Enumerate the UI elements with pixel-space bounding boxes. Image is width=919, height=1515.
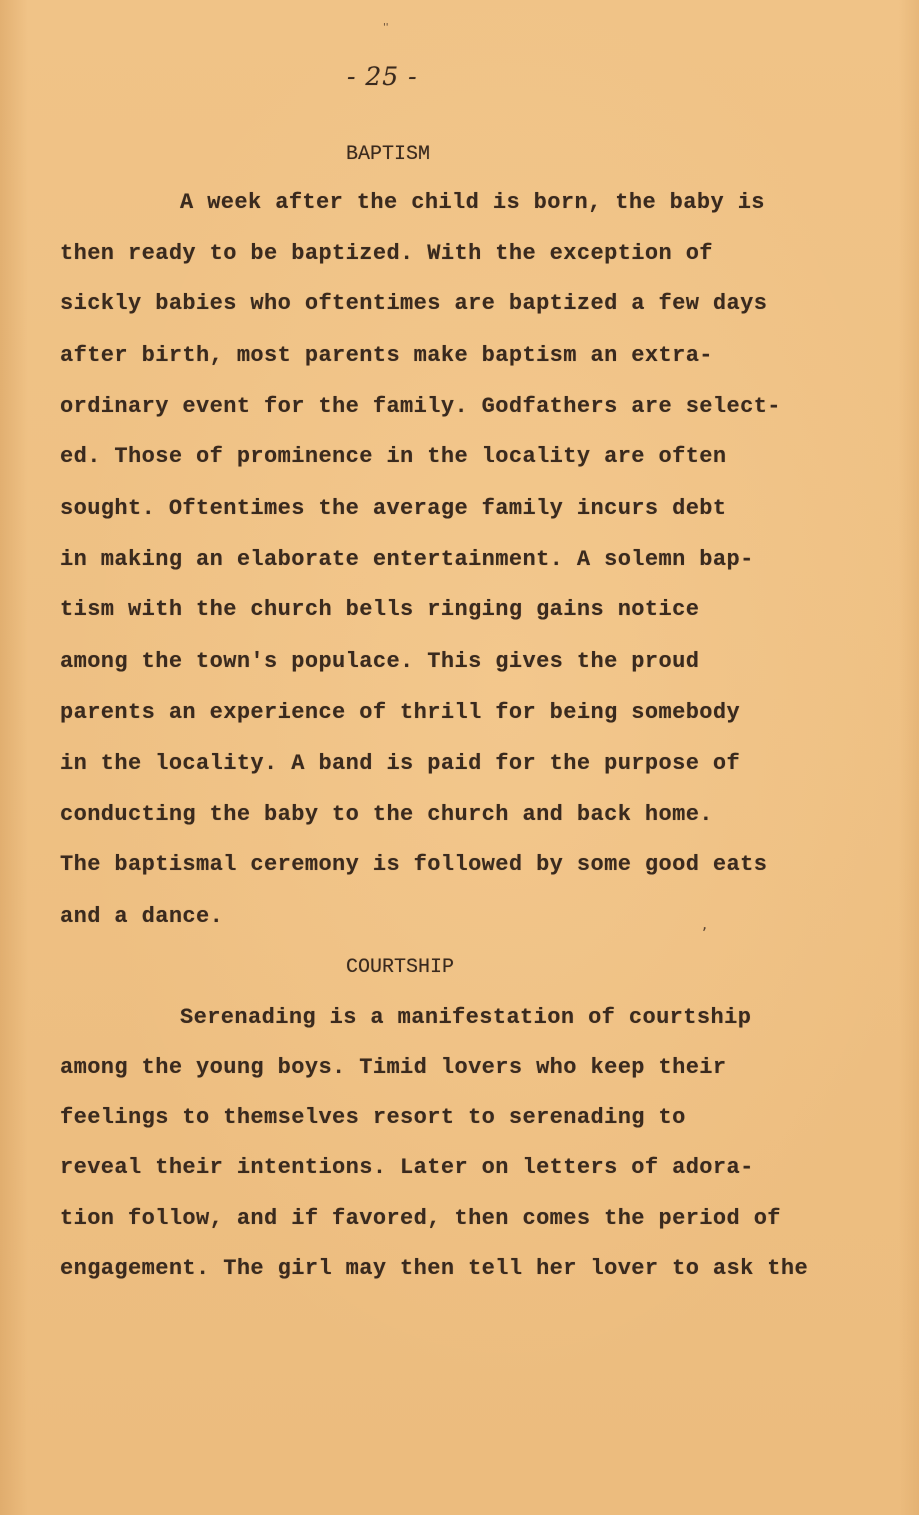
paragraph-line: and a dance. <box>60 904 224 929</box>
paragraph-line: in making an elaborate entertainment. A solemn bap- <box>60 547 754 572</box>
paragraph-line: A week after the child is born, the baby is <box>180 190 765 215</box>
paragraph-line: engagement. The girl may then tell her lover to ask the <box>60 1256 809 1281</box>
paragraph-line: conducting the baby to the church and back home. <box>60 802 713 827</box>
paragraph-line: among the town's populace. This gives the proud <box>60 649 700 674</box>
paragraph-line: parents an experience of thrill for being somebody <box>60 700 741 725</box>
paragraph-line: sought. Oftentimes the average family incurs debt <box>60 496 727 521</box>
section-heading-courtship: COURTSHIP <box>346 956 455 979</box>
paragraph-line: tion follow, and if favored, then comes the period of <box>60 1206 781 1231</box>
page-number: - 25 - <box>347 62 418 91</box>
stray-mark: , <box>702 914 708 933</box>
paragraph-line: Serenading is a manifestation of courtship <box>180 1005 752 1030</box>
section-heading-baptism: BAPTISM <box>346 143 431 166</box>
paragraph-line: among the young boys. Timid lovers who keep their <box>60 1055 727 1080</box>
paragraph-line: The baptismal ceremony is followed by some good eats <box>60 852 768 877</box>
paragraph-line: sickly babies who oftentimes are baptized a few days <box>60 291 768 316</box>
paragraph-line: ed. Those of prominence in the locality are often <box>60 444 727 469</box>
paragraph-line: ordinary event for the family. Godfathers are select- <box>60 394 781 419</box>
paragraph-line: after birth, most parents make baptism an extra- <box>60 343 713 368</box>
paragraph-line: then ready to be baptized. With the exception of <box>60 241 713 266</box>
paragraph-line: in the locality. A band is paid for the purpose of <box>60 751 741 776</box>
paragraph-line: reveal their intentions. Later on letters of adora- <box>60 1155 754 1180</box>
paragraph-line: tism with the church bells ringing gains notice <box>60 597 700 622</box>
stray-mark: '' <box>383 22 389 33</box>
paragraph-line: feelings to themselves resort to serenading to <box>60 1105 686 1130</box>
